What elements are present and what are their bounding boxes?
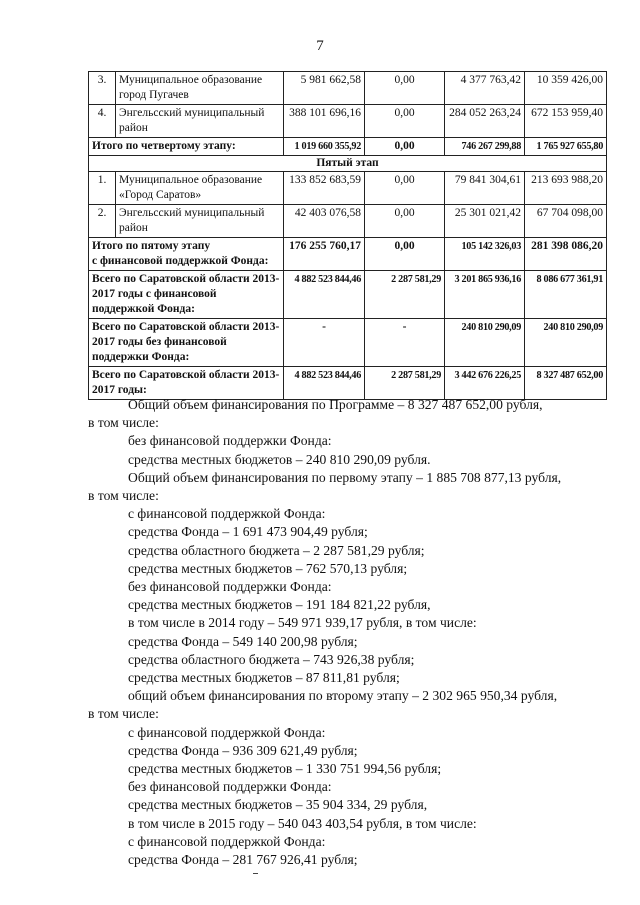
text-line: в том числе в 2014 году – 549 971 939,17 рубля, в том числе: [128,615,477,631]
text-line: в том числе: [88,706,159,722]
total-label: Итого по четвертому этапу: [89,138,284,156]
text-line: средства областного бюджета – 2 287 581,29 рубля; [128,542,425,558]
text-line: с финансовой поддержкой Фонда: [128,506,326,522]
text-line: средства местных бюджетов – 191 184 821,22 рубля, [128,597,431,613]
total-amount: 240 810 290,09 [525,319,607,367]
total-amount: 67 704 098,00 [525,205,607,238]
fund-amount: - [284,319,365,367]
local-amount: 79 841 304,61 [445,172,525,205]
text-line: без финансовой поддержки Фонда: [128,779,332,795]
text-line: общий объем финансирования по второму этапу – 2 302 965 950,34 рубля, [128,688,558,704]
local-amount: 3 201 865 936,16 [445,271,525,319]
total-label: Всего по Саратовской области 2013-2017 годы: [89,367,284,400]
municipality-name: Энгельсский муниципальный район [116,105,284,138]
text-line: в том числе в 2015 году – 540 043 403,54 рубля, в том числе: [128,815,477,831]
row-number: 4. [89,105,116,138]
regional-amount: 2 287 581,29 [365,271,445,319]
regional-amount: - [365,319,445,367]
text-line: без финансовой поддержки Фонда: [128,579,332,595]
row-number: 1. [89,172,116,205]
total-label: Всего по Саратовской области 2013-2017 годы без финансовой поддержки Фонда: [89,319,284,367]
fund-amount: 42 403 076,58 [284,205,365,238]
total-amount: 8 086 677 361,91 [525,271,607,319]
text-line: средства местных бюджетов – 240 810 290,09 рубля. [128,451,431,467]
table-row [89,205,607,238]
total-amount: 8 327 487 652,00 [525,367,607,400]
fund-amount: 5 981 662,58 [284,72,365,105]
text-line: в том числе: [88,488,159,504]
municipality-name: Энгельсский муниципальный район [116,205,284,238]
fund-amount: 133 852 683,59 [284,172,365,205]
text-line: средства Фонда – 936 309 621,49 рубля; [128,742,358,758]
fund-amount: 4 882 523 844,46 [284,271,365,319]
text-line: в том числе: [88,415,159,431]
text-line: средства Фонда – 281 767 926,41 рубля; [128,852,358,868]
local-amount: 240 810 290,09 [445,319,525,367]
municipality-name: Муниципальное образование «Город Саратов» [116,172,284,205]
total-row-with-fund [89,271,607,319]
row-number: 2. [89,205,116,238]
local-amount: 4 377 763,42 [445,72,525,105]
total-amount: 672 153 959,40 [525,105,607,138]
regional-amount: 0,00 [365,72,445,105]
text-line: средства местных бюджетов – 35 904 334, 29 рубля, [128,797,428,813]
total-amount: 281 398 086,20 [525,238,607,271]
text-line: с финансовой поддержкой Фонда: [128,724,326,740]
text-line: Общий объем финансирования по первому этапу – 1 885 708 877,13 рубля, [128,469,562,485]
local-amount: 284 052 263,24 [445,105,525,138]
regional-amount: 0,00 [365,138,445,156]
grand-total-row [89,367,607,400]
text-line: средства местных бюджетов – 87 811,81 рубля; [128,670,400,686]
regional-amount: 0,00 [365,105,445,138]
text-line: средства местных бюджетов – 1 330 751 994,56 рубля; [128,761,442,777]
text-line: средства местных бюджетов – 762 570,13 рубля; [128,560,408,576]
text-line: Общий объем финансирования по Программе – 8 327 487 652,00 рубля, [128,397,543,412]
financing-table [88,71,607,400]
text-line: без финансовой поддержки Фонда: [128,433,332,449]
stage-title: Пятый этап [89,156,607,172]
total-amount: 213 693 988,20 [525,172,607,205]
table-row [89,172,607,205]
local-amount: 3 442 676 226,25 [445,367,525,400]
total-label-line2: с финансовой поддержкой Фонда: [92,255,269,267]
table-row [89,72,607,105]
text-line: средства областного бюджета – 743 926,38 рубля; [128,651,415,667]
financing-summary-text [88,396,608,869]
text-line: средства Фонда – 549 140 200,98 рубля; [128,633,358,649]
text-line: с финансовой поддержкой Фонда: [128,833,326,849]
total-label-line1: Итого по пятому этапу [92,240,211,252]
total-row-without-fund [89,319,607,367]
stage-header-row [89,156,607,172]
total-row-stage4 [89,138,607,156]
regional-amount: 2 287 581,29 [365,367,445,400]
total-amount: 1 765 927 655,80 [525,138,607,156]
total-label: Всего по Саратовской области 2013-2017 годы с финансовой поддержкой Фонда: [89,271,284,319]
text-line: средства Фонда – 1 691 473 904,49 рубля; [128,524,368,540]
fund-amount: 388 101 696,16 [284,105,365,138]
total-amount: 10 359 426,00 [525,72,607,105]
total-label [89,238,284,271]
local-amount: 25 301 021,42 [445,205,525,238]
table-row [89,105,607,138]
regional-amount: 0,00 [365,172,445,205]
fund-amount: 4 882 523 844,46 [284,367,365,400]
municipality-name: Муниципальное образование город Пугачев [116,72,284,105]
total-row-stage5 [89,238,607,271]
local-amount: 746 267 299,88 [445,138,525,156]
regional-amount: 0,00 [365,238,445,271]
local-amount: 105 142 326,03 [445,238,525,271]
page-number: 7 [316,38,324,54]
footer-mark [253,873,258,874]
fund-amount: 176 255 760,17 [284,238,365,271]
row-number: 3. [89,72,116,105]
fund-amount: 1 019 660 355,92 [284,138,365,156]
regional-amount: 0,00 [365,205,445,238]
